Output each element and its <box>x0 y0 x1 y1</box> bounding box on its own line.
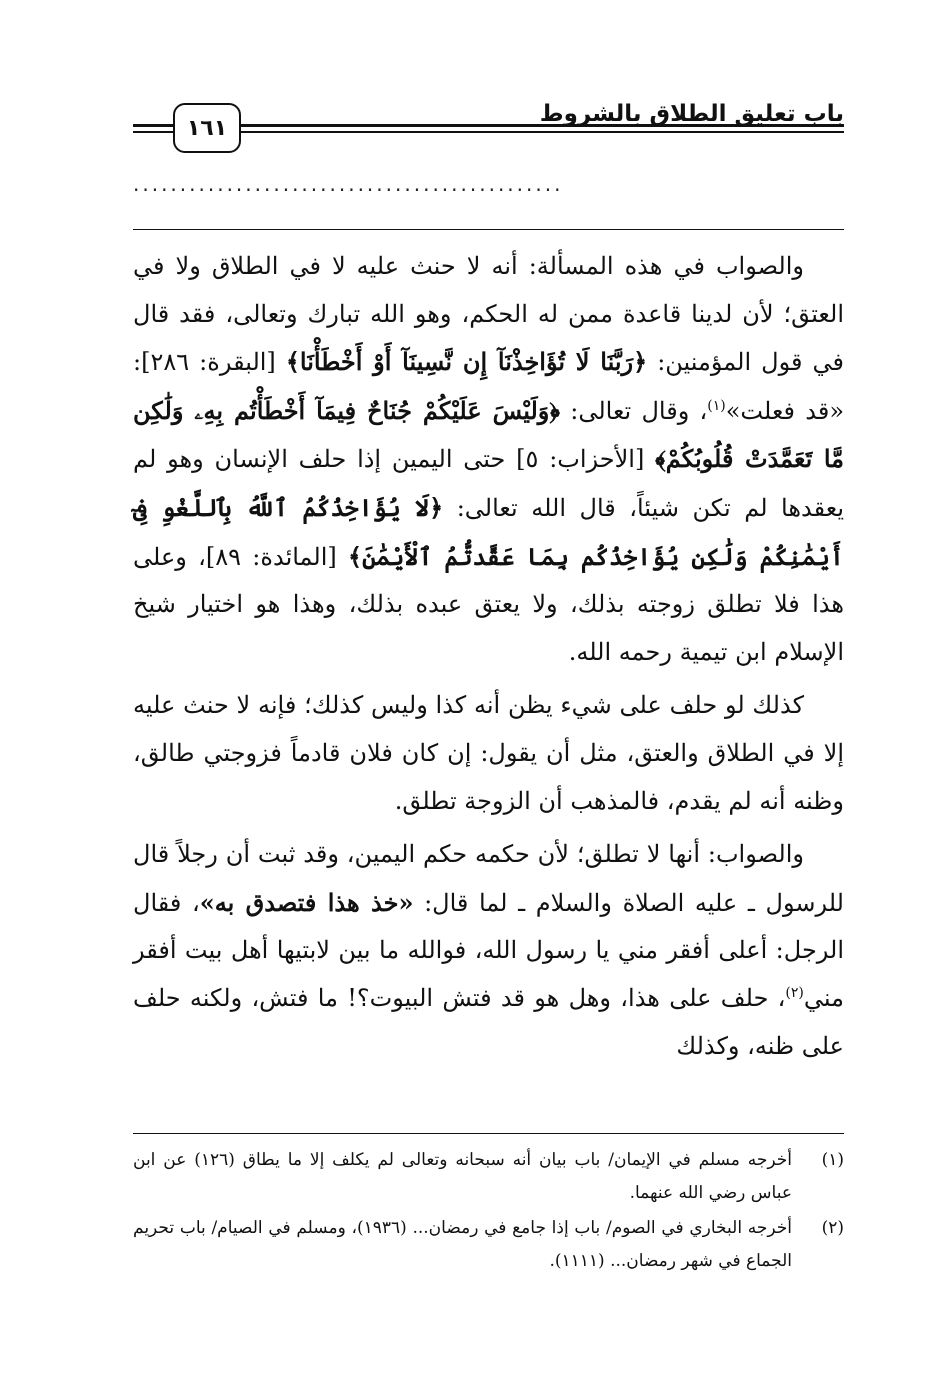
dotted-separator: .............................................. <box>133 172 564 196</box>
footnote-separator <box>133 1133 844 1134</box>
footnote-ref-1: (١) <box>707 397 726 414</box>
paragraph-3 <box>133 831 844 1070</box>
text-run: والصواب في هذه المسألة: أنه لا حنث عليه لا في الطلاق ولا في العتق؛ لأن لدينا قاعدة ممن له الحكم، وهو الله تبارك وتعالى، فقد قال في قول المؤمنين: <box>133 252 845 377</box>
text-run: [البقرة: ٢٨٦]: «قد فعلت» <box>133 348 844 425</box>
text-run: ، حلف على هذا، وهل هو قد فتش البيوت؟! ما فتش، ولكنه حلف على ظنه، وكذلك <box>133 983 844 1060</box>
hadith-quote: «خذ هذا فتصدق به» <box>199 887 414 917</box>
header-rule-right-bottom <box>240 131 844 133</box>
text-run: ، فقال الرجل: أعلى أفقر مني يا رسول الله، فوالله ما بين لابتيها أهل بيت أفقر مني <box>133 888 844 1012</box>
main-text <box>133 243 844 1076</box>
header-rule-left-bottom <box>133 131 173 133</box>
header-rule-left-top <box>133 124 173 127</box>
text-run: [المائدة: ٨٩]، وعلى هذا فلا تطلق زوجته بذلك، ولا يعتق عبده بذلك، وهذا هو اختيار شيخ الإسلام ابن تيمية رحمه الله. <box>133 542 844 666</box>
text-run: ، وقال تعالى: <box>560 396 708 425</box>
page-number <box>173 103 241 153</box>
top-separator-line <box>133 229 844 230</box>
footnotes <box>133 1144 844 1280</box>
paragraph-1 <box>133 243 844 676</box>
text-run: والصواب: أنها لا تطلق؛ لأن حكمه حكم اليمين، وقد ثبت أن رجلاً قال للرسول ـ عليه الصلاة والسلام ـ لما قال: <box>133 840 844 917</box>
quran-verse-3: ﴿لَا يُؤَاخِذُكُمُ ٱللَّهُ بِٱللَّغْوِ فِىٓ أَيْمَٰنِكُمْ وَلَٰكِن يُؤَاخِذُكُم بِمَا عَقَّدتُّمُ ٱلْأَيْمَٰنَ﴾ <box>133 492 844 571</box>
text-run: [الأحزاب: ٥] حتى اليمين إذا حلف الإنسان وهو لم يعقدها لم تكن شيئاً، قال الله تعالى: <box>133 445 845 522</box>
footnote-number: (١) <box>821 1150 844 1170</box>
header-rule-right-top <box>240 124 844 127</box>
footnote-number: (٢) <box>821 1218 844 1238</box>
footnote-1 <box>133 1144 844 1210</box>
footnote-2 <box>133 1212 844 1278</box>
footnote-text: أخرجه مسلم في الإيمان/ باب بيان أنه سبحانه وتعالى لم يكلف إلا ما يطاق (١٢٦) عن ابن عباس رضي الله عنهما. <box>133 1150 792 1203</box>
running-title: باب تعليق الطلاق بالشروط <box>539 101 844 127</box>
page-number-text: ١٦١ <box>186 115 228 141</box>
paragraph-2: كذلك لو حلف على شيء يظن أنه كذا وليس كذلك؛ فإنه لا حنث عليه إلا في الطلاق والعتق، مثل أن يقول: إن كان فلان قادماً فزوجتي طالق، وظنه أنه لم يقدم، فالمذهب أن الزوجة تطلق. <box>133 691 844 815</box>
quran-verse-2: ﴿وَلَيْسَ عَلَيْكُمْ جُنَاحٌ فِيمَآ أَخْطَأْتُم بِهِۦ وَلَٰكِن مَّا تَعَمَّدَتْ قُلُوبُكُمْ﴾ <box>133 395 844 474</box>
footnote-text: أخرجه البخاري في الصوم/ باب إذا جامع في رمضان... (١٩٣٦)، ومسلم في الصيام/ باب تحريم الجماع في شهر رمضان... (١١١١). <box>133 1218 792 1271</box>
footnote-ref-2: (٢) <box>785 984 804 1001</box>
quran-verse-1: ﴿رَبَّنَا لَا تُؤَاخِذْنَآ إِن نَّسِينَآ أَوْ أَخْطَأْنَا﴾ <box>285 347 648 377</box>
